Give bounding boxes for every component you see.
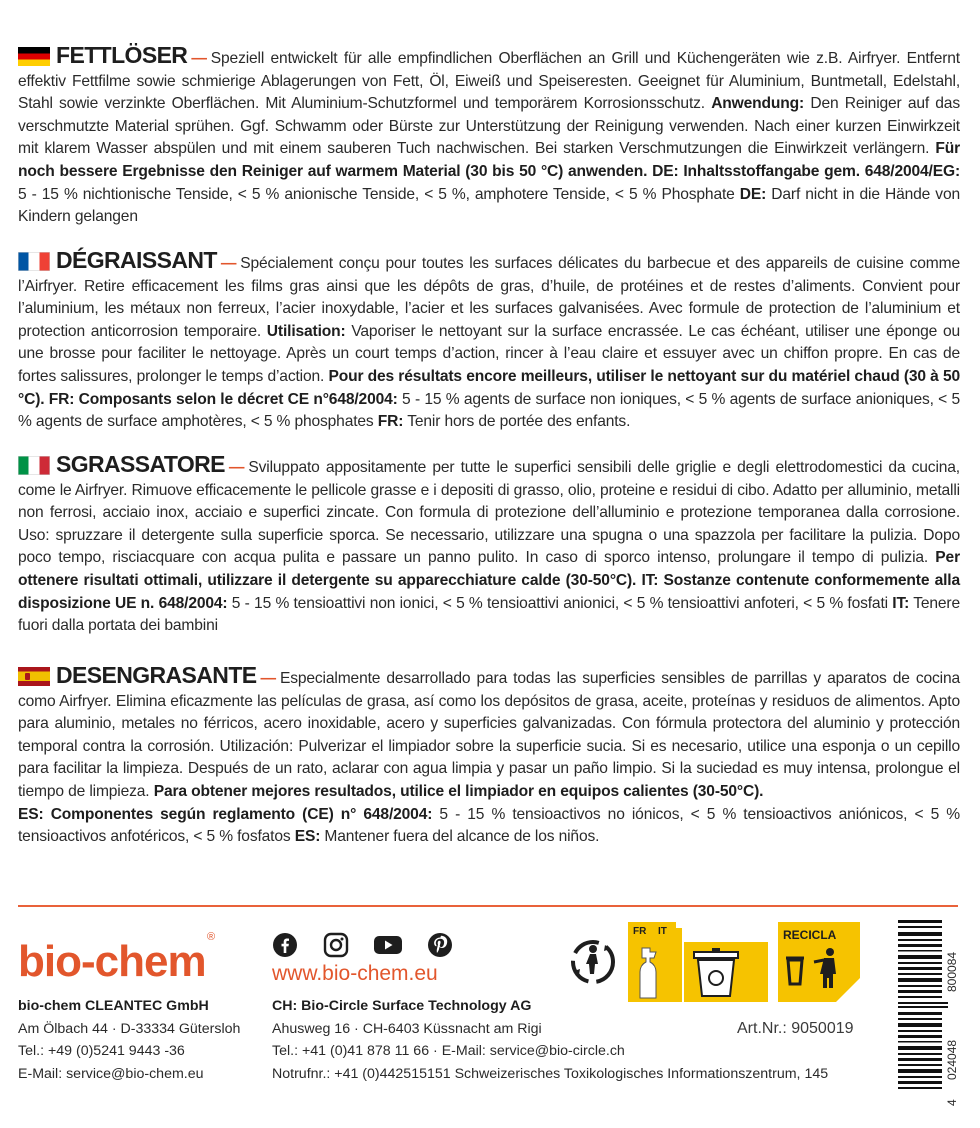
section-es: DESENGRASANTE — Especialmente desarrollado para todas las superficies sensibles de parrillas y aparatos de cocina como Airfryer. Elimina eficazmente las películas de grasa, así como los depósitos de grasa, aceite, proteínas y residuos de alimentos. Apto para aluminio, metales no férricos, acero inoxidable, acero y superficies galvanizadas. Con fórmula protectora del aluminio y protección temporal contra la corrosión. Utilización: Pulverizar el limpiador sobre la superficie sucia. Si es necesario, utilice una esponja o un cepillo para facilitar la limpieza. Después de un rato, aclarar con agua limpia y pasar un paño limpio. Si la suciedad es muy intensa, prolongue el tiempo de limpieza. Para obtener mejores resultados, utilice el limpiador en equipos calientes (30-50°C). ES: Componentes según reglamento (CE) n° 648/2004: 5 - 15 % tensioactivos no iónicos, < 5 % tensioactivos aniónicos, < 5 % tensioactivos anfotéricos, < 5 % fosfatos ES: Mantener fuera del alcance de los niños. xyxy=(18,662,961,846)
germany-flag-icon xyxy=(18,47,50,66)
section-de: FETTLÖSER — Speziell entwickelt für alle empfindlichen Oberflächen an Grill und Küchengeräten wie z.B. Airfryer. Entfernt effektiv Fettfilme sowie schmierige Ablagerungen von Fett, Öl, Eiweiß und Speiseresten. Geeignet für Aluminium, Buntmetall, Edelstahl, Stahl sowie verzinkte Oberflächen. Mit Aluminium-Schutzformel und temporärem Korrosionsschutz. Anwendung: Den Reiniger auf das verschmutzte Material sprühen. Ggf. Schwamm oder Bürste zur Unterstützung der Reinigung verwenden. Nach einer kurzen Einwirkzeit mit klarem Wasser abspülen und mit einem sauberen Tuch nachwischen. Bei starken Verschmutzungen die Einwirkzeit verlängern. Für noch bessere Ergebnisse den Reiniger auf warmem Material (30 bis 50 °C) anwenden. DE: Inhaltsstoffangabe gem. 648/2004/EG: 5 - 15 % nichtionische Tenside, < 5 % anionische Tenside, < 5 %, amphotere Tenside, < 5 % Phosphate DE: Darf nicht in die Hände von Kindern gelangen xyxy=(18,42,960,226)
registered-mark: ® xyxy=(207,931,216,943)
fr-it-recycling-label-icon xyxy=(628,922,768,1002)
bio-chem-logo: bio-chem xyxy=(18,937,206,986)
barcode-digit-left: 4 xyxy=(945,1099,959,1106)
italy-flag-icon xyxy=(18,456,50,475)
article-number: Art.Nr.: 9050019 xyxy=(737,1020,854,1037)
facebook-icon[interactable] xyxy=(272,932,298,958)
badge-fr: FR xyxy=(633,926,647,937)
spain-flag-icon xyxy=(18,667,50,686)
youtube-icon[interactable] xyxy=(373,932,403,958)
company-2-info: CH: Bio-Circle Surface Technology AG Ahusweg 16 · CH-6403 Küssnacht am Rigi Tel.: +41 (0)41 878 11 66 · E-Mail: service@bio-circle.ch Notrufnr.: +41 (0)442515151 Schweizerisches Toxikologisches Informationszentrum, 145 xyxy=(272,998,829,1082)
triman-recycling-icon xyxy=(566,935,620,989)
company-1-info: bio-chem CLEANTEC GmbH Am Ölbach 44 · D-33334 Gütersloh Tel.: +49 (0)5241 9443 -36 E-Mail: service@bio-chem.eu xyxy=(18,998,241,1082)
pinterest-icon[interactable] xyxy=(427,932,453,958)
barcode-digits-group-1: 024048 xyxy=(945,1039,959,1080)
section-title-fr: DÉGRAISSANT xyxy=(56,247,217,273)
badge-it: IT xyxy=(658,926,667,937)
website-link[interactable]: www.bio-chem.eu xyxy=(272,962,438,985)
section-title-it: SGRASSATORE xyxy=(56,451,225,477)
footer-divider xyxy=(18,905,958,907)
barcode-digits-group-2: 800084 xyxy=(945,951,959,992)
section-title-es: DESENGRASANTE xyxy=(56,662,257,688)
instagram-icon[interactable] xyxy=(323,932,349,958)
section-fr: DÉGRAISSANT — Spécialement conçu pour toutes les surfaces délicates du barbecue et des appareils de cuisine comme l’Airfryer. Retire efficacement les films gras ainsi que les dépôts de gras, d’huile, de protéines et de restes d’aliments. Convient pour l’aluminium, les métaux non ferreux, l’acier inoxydable, l’acier et les surfaces galvanisées. Avec formule de protection de l’aluminium et protection anticorrosion temporaire. Utilisation: Vaporiser le nettoyant sur la surface encrassée. Le cas échéant, utiliser une éponge ou une brosse pour faciliter le nettoyage. Après un court temps d’action, rincer à l’eau claire et essuyer avec un chiffon propre. En cas de fortes salissures, prolonger le temps d’action. Pour des résultats encore meilleurs, utiliser le nettoyant sur du matériel chaud (30 à 50 °C). FR: Composants selon le décret CE n°648/2004: 5 - 15 % agents de surface non ioniques, < 5 % agents de surface anioniques, < 5 % agents de surface amphotères, < 5 % phosphates FR: Tenir hors de portée des enfants. xyxy=(18,247,961,431)
section-title-de: FETTLÖSER xyxy=(56,42,188,68)
section-it: SGRASSATORE — Sviluppato appositamente per tutte le superfici sensibili delle griglie e degli elettrodomestici da cucina, come le Airfryer. Rimuove efficacemente le pellicole grasse e i depositi di grasso, olio, proteine e residui di cibo. Adatto per alluminio, metalli non ferrosi, acciaio inox, acciaio e superfici zincate. Con formula di protezione dell’alluminio e protezione temporanea dalla corrosione. Uso: spruzzare il detergente sulla superficie sporca. Se necessario, utilizzare una spugna o una spazzola per facilitare la pulizia. Dopo poco tempo, risciacquare con acqua pulita e passare un panno pulito. In caso di sporco intenso, prolungare il tempo di pulizia. Per ottenere risultati ottimali, utilizzare il detergente su apparecchiature calde (30-50°C). IT: Sostanze contenute conformemente alla disposizione UE n. 648/2004: 5 - 15 % tensioattivi non ionici, < 5 % tensioattivi anionici, < 5 % tensioattivi anfoteri, < 5 % fosfati IT: Tenere fuori dalla portata dei bambini xyxy=(18,451,960,635)
recicla-label: RECICLA xyxy=(783,928,837,942)
france-flag-icon xyxy=(18,252,50,271)
